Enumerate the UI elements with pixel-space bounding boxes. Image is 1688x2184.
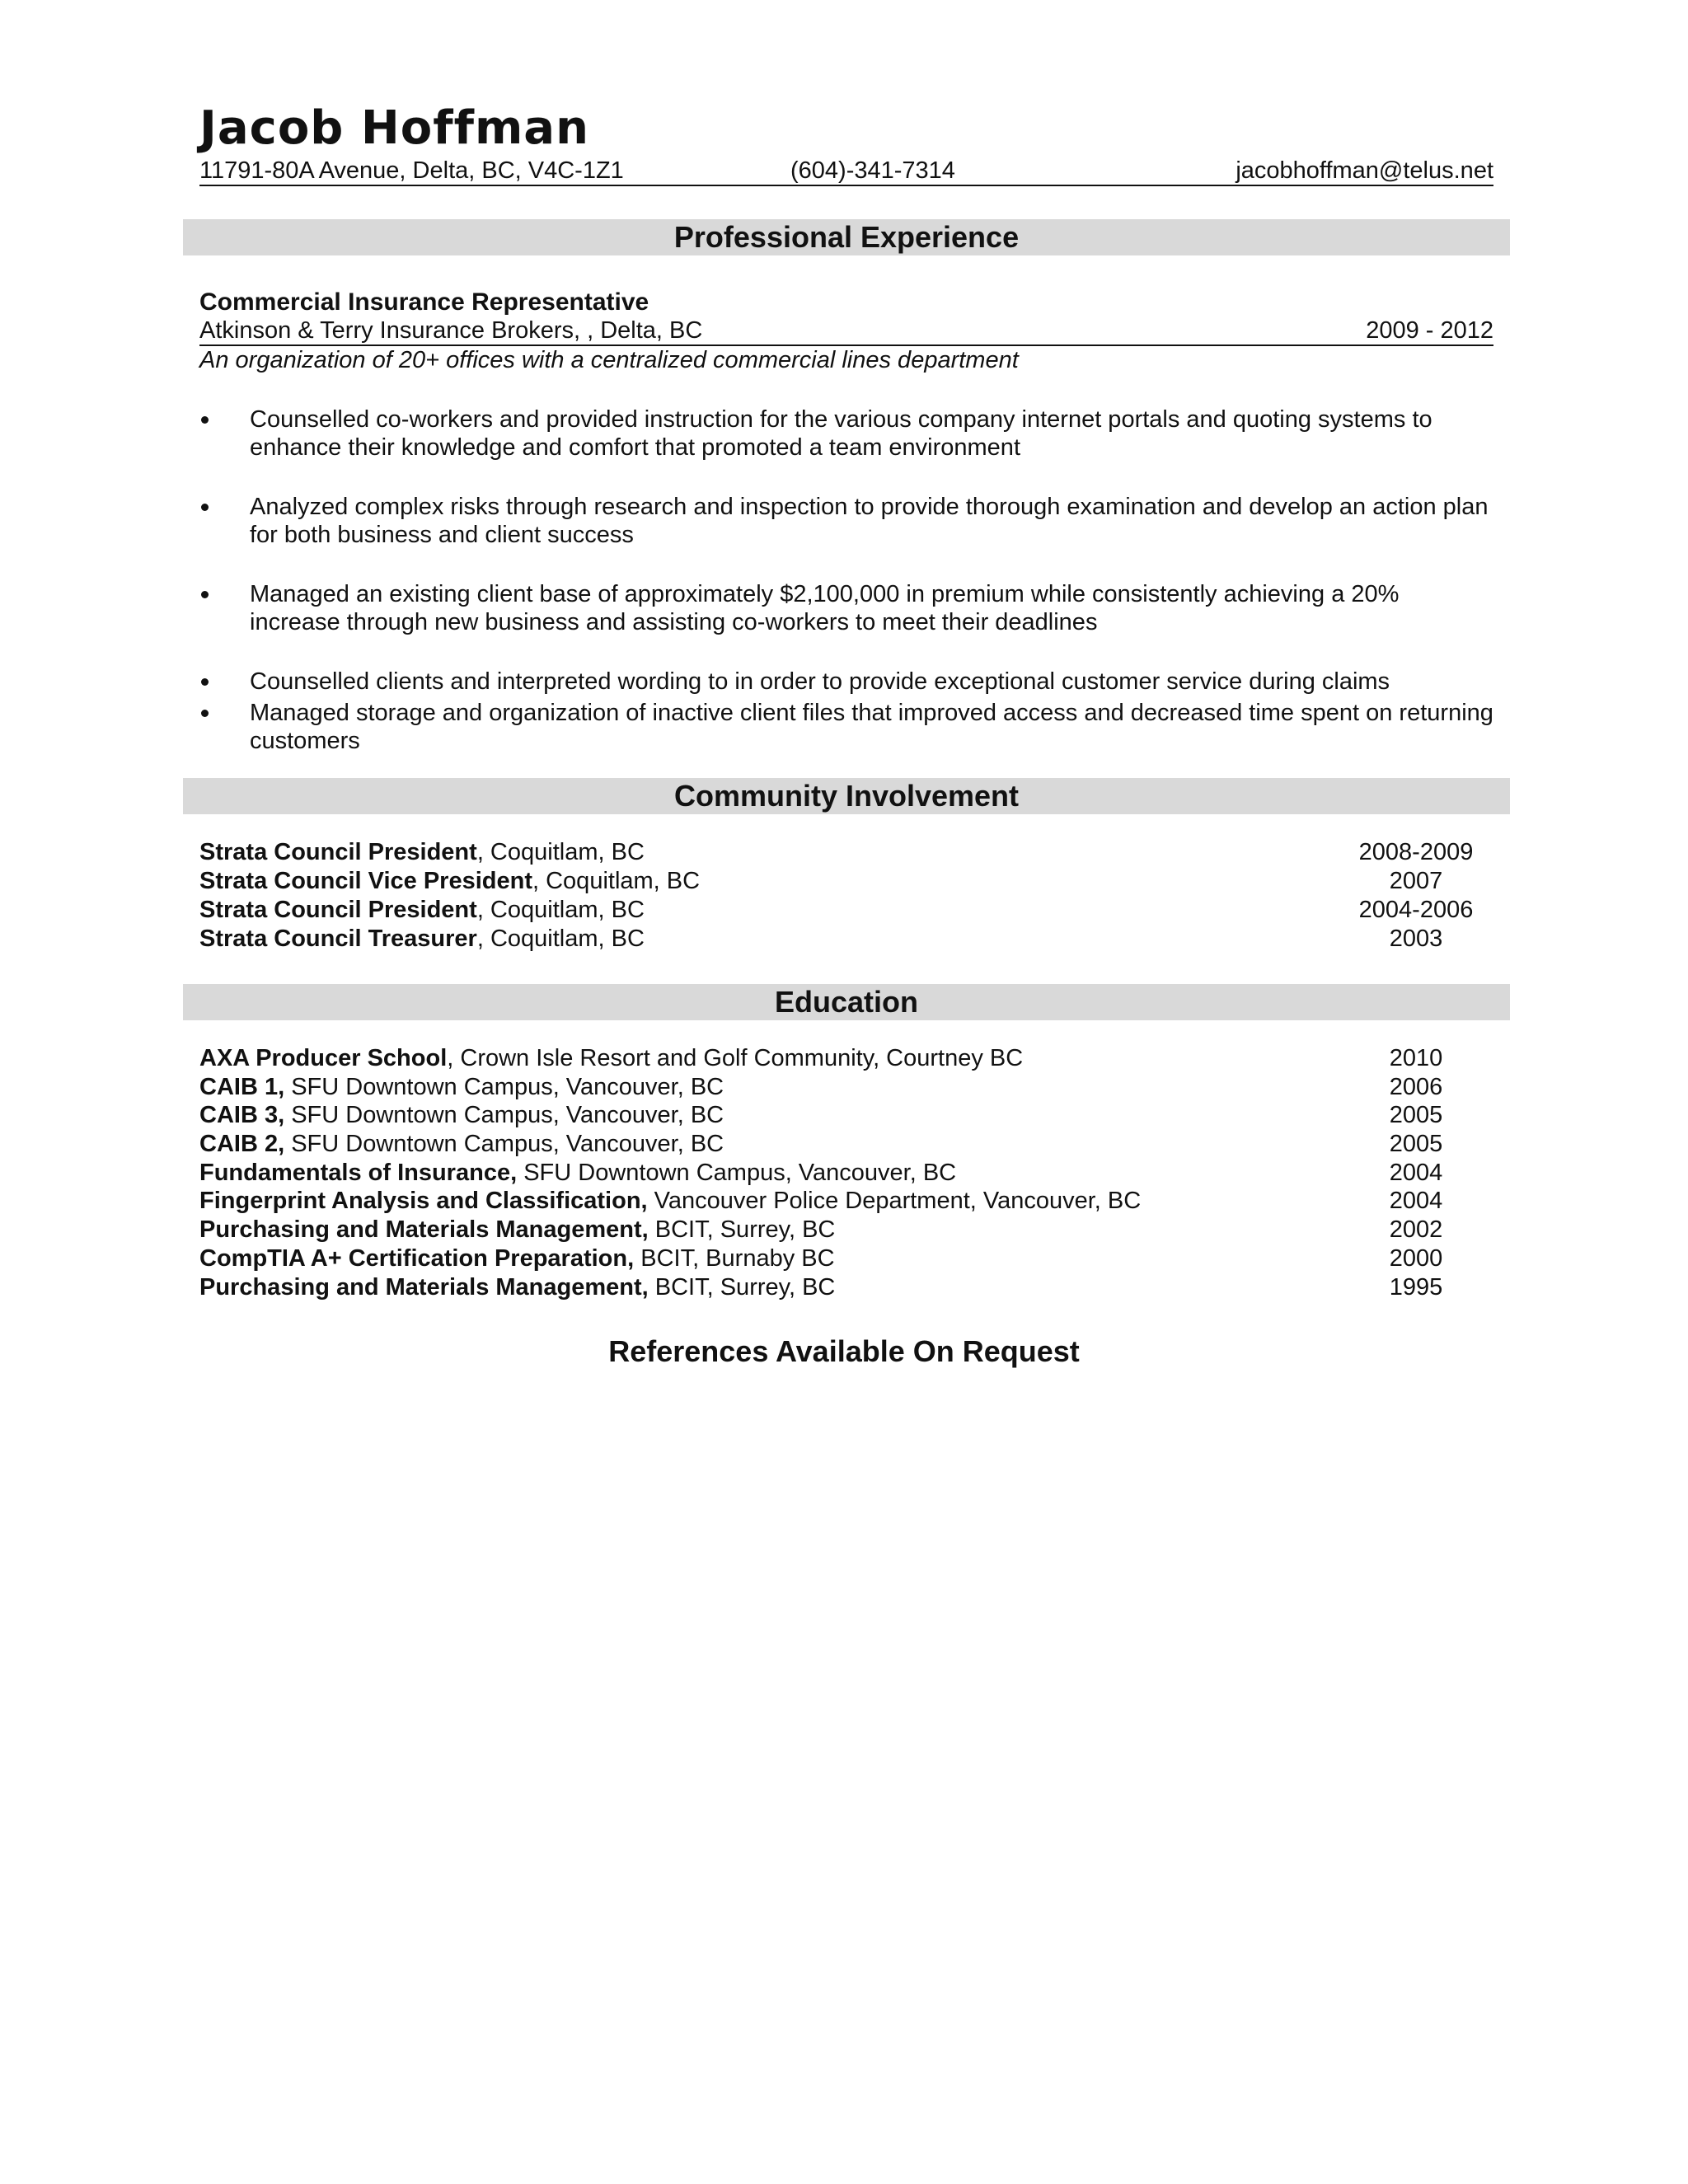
community-years: 2007 — [1389, 868, 1443, 894]
education-course: Purchasing and Materials Management, — [199, 1216, 649, 1244]
education-row — [199, 1073, 1485, 1102]
list-item — [199, 580, 1493, 636]
education-place: , Crown Isle Resort and Golf Community, Courtney BC — [447, 1045, 1024, 1071]
community-role: Strata Council Treasurer — [199, 926, 477, 952]
education-row — [199, 1187, 1485, 1216]
contact-email: jacobhoffman@telus.net — [1236, 157, 1493, 184]
education-row — [199, 1044, 1485, 1073]
job-title: Commercial Insurance Representative — [199, 288, 649, 316]
education-list — [199, 1044, 1485, 1301]
education-course: CAIB 3, — [199, 1102, 285, 1129]
education-place: BCIT, Surrey, BC — [648, 1273, 836, 1301]
education-place: SFU Downtown Campus, Vancouver, BC — [284, 1131, 724, 1158]
community-years: 2004-2006 — [1358, 897, 1474, 923]
education-year: 2005 — [1389, 1131, 1443, 1158]
references-note: References Available On Request — [608, 1334, 1080, 1368]
education-course: CompTIA A+ Certification Preparation, — [199, 1244, 635, 1272]
education-place: BCIT, Surrey, BC — [648, 1216, 836, 1244]
bullet-text: Managed storage and organization of inactive client files that improved access and decreased time spent on returning customers — [250, 700, 1493, 754]
list-item — [199, 699, 1493, 755]
contact-phone: (604)-341-7314 — [790, 157, 955, 184]
job-bullets — [199, 405, 1493, 758]
education-year: 1995 — [1389, 1273, 1443, 1301]
education-place: SFU Downtown Campus, Vancouver, BC — [517, 1159, 957, 1186]
candidate-name: Jacob Hoffman — [199, 101, 589, 155]
education-year: 2004 — [1389, 1188, 1443, 1215]
community-row — [199, 925, 1485, 954]
education-row — [199, 1273, 1485, 1302]
education-row — [199, 1216, 1485, 1244]
community-row — [199, 896, 1485, 925]
job-company-line — [199, 316, 1493, 346]
education-year: 2000 — [1389, 1244, 1443, 1272]
community-row — [199, 867, 1485, 896]
bullet-text: Analyzed complex risks through research and inspection to provide thorough examination and develop an action plan for both business and client success — [250, 494, 1489, 548]
education-row — [199, 1159, 1485, 1188]
list-item — [199, 668, 1493, 696]
bullet-text: Counselled co-workers and provided instruction for the various company internet portals and quoting systems to enhance their knowledge and comfort that promoted a team environment — [250, 406, 1432, 461]
job-dates: 2009 - 2012 — [1366, 317, 1493, 344]
education-place: BCIT, Burnaby BC — [634, 1244, 835, 1272]
bullet-icon — [201, 710, 209, 717]
education-course: AXA Producer School — [199, 1045, 448, 1071]
list-item — [199, 493, 1493, 549]
education-year: 2010 — [1389, 1045, 1443, 1071]
community-role: Strata Council Vice President — [199, 868, 532, 894]
community-years: 2008-2009 — [1358, 839, 1474, 865]
education-place: SFU Downtown Campus, Vancouver, BC — [284, 1073, 724, 1100]
bullet-icon — [201, 678, 209, 686]
community-location: , Coquitlam, BC — [532, 868, 701, 894]
education-year: 2004 — [1389, 1159, 1443, 1186]
job-description: An organization of 20+ offices with a centralized commercial lines department — [199, 347, 1019, 373]
education-row — [199, 1101, 1485, 1130]
bullet-text: Managed an existing client base of approximately $2,100,000 in premium while consistently achieving a 20% increase through new business and assisting co-workers to meet their deadlines — [250, 581, 1400, 635]
bullet-icon — [201, 591, 209, 598]
education-row — [199, 1130, 1485, 1159]
education-row — [199, 1244, 1485, 1273]
community-row — [199, 838, 1485, 867]
education-course: Fingerprint Analysis and Classification, — [199, 1188, 648, 1215]
community-location: , Coquitlam, BC — [476, 926, 645, 952]
education-year: 2002 — [1389, 1216, 1443, 1244]
community-location: , Coquitlam, BC — [476, 839, 645, 865]
section-heading-experience: Professional Experience — [183, 219, 1510, 255]
contact-line — [199, 157, 1493, 186]
education-course: CAIB 2, — [199, 1131, 285, 1158]
contact-address: 11791-80A Avenue, Delta, BC, V4C-1Z1 — [199, 157, 624, 184]
bullet-icon — [201, 416, 209, 424]
education-course: Fundamentals of Insurance, — [199, 1159, 518, 1186]
education-year: 2005 — [1389, 1102, 1443, 1129]
community-list — [199, 838, 1485, 954]
section-heading-community: Community Involvement — [183, 778, 1510, 814]
community-location: , Coquitlam, BC — [476, 897, 645, 923]
list-item — [199, 405, 1493, 462]
education-course: Purchasing and Materials Management, — [199, 1273, 649, 1301]
education-place: Vancouver Police Department, Vancouver, BC — [647, 1188, 1142, 1215]
community-role: Strata Council President — [199, 897, 477, 923]
community-years: 2003 — [1389, 926, 1443, 952]
bullet-icon — [201, 504, 209, 511]
job-company: Atkinson & Terry Insurance Brokers, , Delta, BC — [199, 317, 703, 344]
education-year: 2006 — [1389, 1073, 1443, 1100]
education-place: SFU Downtown Campus, Vancouver, BC — [284, 1102, 724, 1129]
bullet-text: Counselled clients and interpreted wording to in order to provide exceptional customer service during claims — [250, 668, 1390, 695]
section-heading-education: Education — [183, 984, 1510, 1020]
education-course: CAIB 1, — [199, 1073, 285, 1100]
community-role: Strata Council President — [199, 839, 477, 865]
